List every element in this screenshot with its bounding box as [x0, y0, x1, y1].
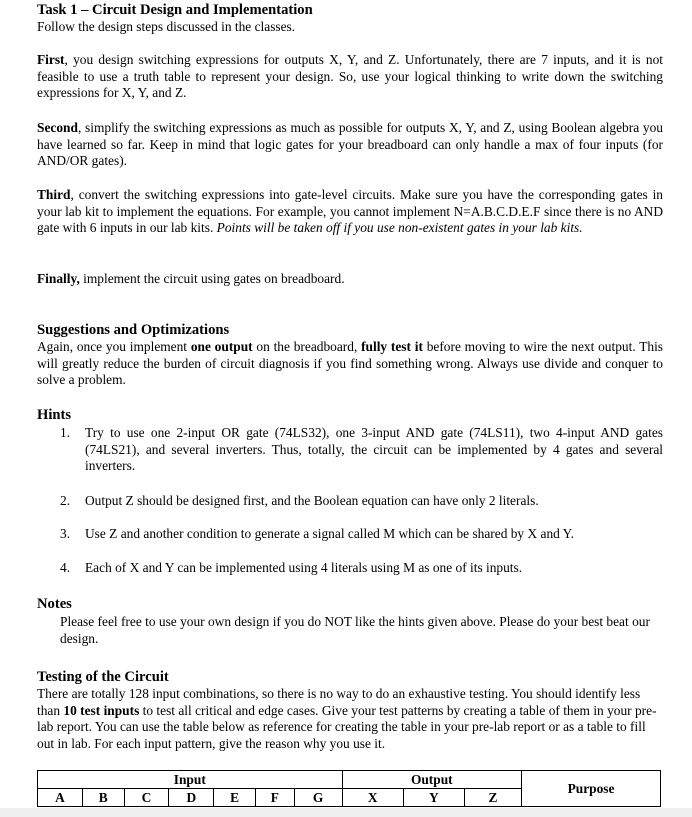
step-second	[37, 120, 663, 170]
step-third-lead: Third	[37, 187, 71, 202]
col-header-y: Y	[403, 789, 464, 807]
col-header-g: G	[294, 789, 342, 807]
suggestions-text: Again, once you implement one output on the breadboard, fully test it before moving to wire the next output. This will greatly reduce the burden of circuit diagnosis if you find something wrong. Always use divide and conquer to solve a problem.	[37, 339, 664, 388]
testing-section	[37, 669, 663, 752]
page-bottom-edge	[0, 808, 692, 817]
task-title: Task 1 – Circuit Design and Implementation	[37, 2, 313, 18]
step-first-text: , you design switching expressions for outputs X, Y, and Z. Unfortunately, there are 7 inputs, and it is not feasible to use a truth table to represent your design. So, use your logical thinking to write down the switching expressions for X, Y, and Z.	[37, 52, 663, 101]
col-header-f: F	[255, 789, 294, 807]
col-header-e: E	[214, 789, 256, 807]
col-header-z: Z	[464, 789, 521, 807]
col-header-x: X	[342, 789, 403, 807]
testing-text: There are totally 128 input combinations, so there is no way to do an exhaustive testing. You should identify less than 10 test inputs to test all critical and edge cases. Give your test patterns by creating a table of them in your pre-lab report. You can use the table below as reference for creating the table in your pre-lab report or as a table to fill out in lab. For each input pattern, give the reason why you use it.	[37, 686, 657, 751]
task-section	[37, 2, 663, 36]
hints-title: Hints	[37, 407, 72, 423]
purpose-header: Purpose	[522, 771, 661, 807]
step-first-lead: First	[37, 52, 65, 67]
notes-text: Please feel free to use your own design if you do NOT like the hints given above. Please do your best beat our design.	[60, 614, 650, 646]
notes-title: Notes	[37, 596, 72, 612]
step-second-lead: Second	[37, 120, 78, 135]
step-second-text: , simplify the switching expressions as much as possible for outputs X, Y, and Z, using Boolean algebra you have learned so far. Keep in mind that logic gates for your breadboard can only handle a max of four inputs (for AND/OR gates).	[37, 120, 663, 169]
testing-title: Testing of the Circuit	[37, 669, 169, 685]
step-first	[37, 52, 663, 102]
step-finally-lead: Finally,	[37, 271, 80, 286]
task-intro: Follow the design steps discussed in the classes.	[37, 19, 296, 34]
col-header-b: B	[82, 789, 124, 807]
col-header-d: D	[169, 789, 214, 807]
step-third	[37, 187, 663, 237]
col-header-a: A	[38, 789, 83, 807]
step-finally	[37, 271, 663, 288]
output-header: Output	[342, 771, 521, 789]
col-header-c: C	[124, 789, 169, 807]
suggestions-title: Suggestions and Optimizations	[37, 322, 230, 338]
suggestions-section	[37, 322, 663, 389]
step-third-text: , convert the switching expressions into gate-level circuits. Make sure you have the corresponding gates in your lab kit to implement the equations. For example, you cannot implement N=A.B.C.D.E.F since there is no AND gate with 6 inputs in our lab kits.	[37, 187, 663, 236]
step-third-warning: Points will be taken off if you use non-existent gates in your lab kits.	[216, 220, 583, 236]
input-header: Input	[38, 771, 343, 789]
step-finally-text: implement the circuit using gates on breadboard.	[79, 271, 345, 286]
hints-section: Hints 1. Try to use one 2-input OR gate (74LS32), one 3-input AND gate (74LS11), two 4-input AND gates (74LS21), and several inverters. Thus, totally, the circuit can be implemented by 4 gates and several inverters. 2. Output Z should be designed first, and the Boolean equation can have only 2 literals. 3. Use Z and another condition to generate a signal called M which can be shared by X and Y. 4. Each of X and Y can be implemented using 4 literals using M as one of its inputs.	[37, 407, 663, 575]
test-pattern-table	[37, 770, 661, 807]
notes-section	[37, 596, 663, 646]
